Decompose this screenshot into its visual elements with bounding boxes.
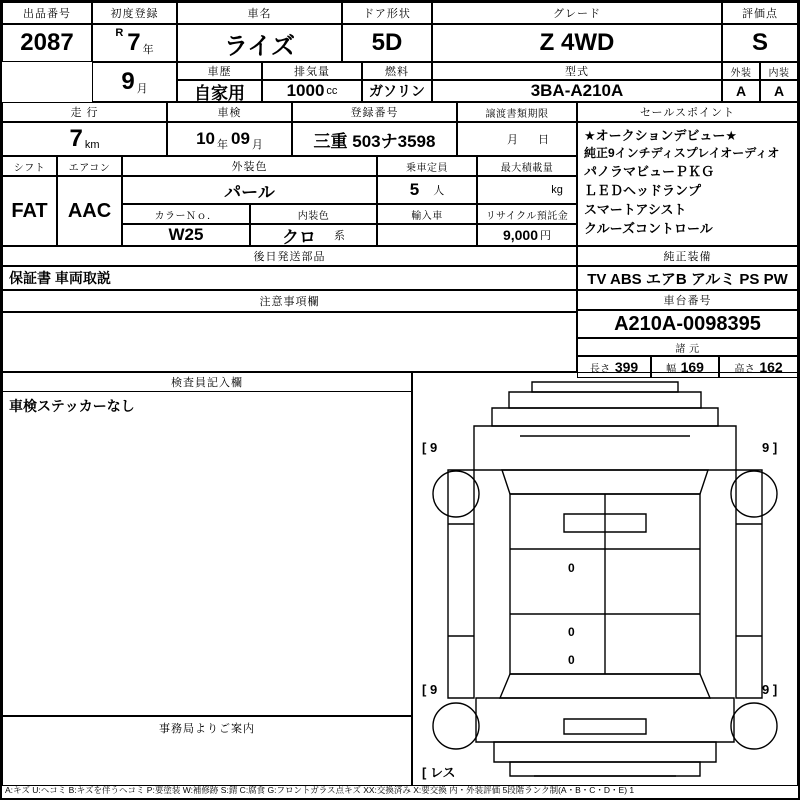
chassis-label: 車台番号 bbox=[577, 290, 798, 310]
inspection-value bbox=[167, 122, 292, 156]
car-name-label: 車名 bbox=[177, 2, 342, 24]
inspector-value: 車検ステッカーなし bbox=[3, 391, 411, 715]
fuel-label: 燃料 bbox=[362, 62, 432, 80]
history-label: 車歴 bbox=[177, 62, 262, 80]
mileage-label: 走 行 bbox=[2, 102, 167, 122]
sales-point-line: ＬＥＤヘッドランプ bbox=[584, 183, 702, 198]
car-name-value: ライズ bbox=[177, 24, 342, 62]
sales-point-line: 純正9インチディスプレイオーディオ bbox=[584, 146, 780, 160]
first-reg-year-unit: 年 bbox=[142, 44, 154, 56]
diagram-mark-rear-right: 9 ] bbox=[762, 682, 778, 697]
shift-label: シフト bbox=[2, 156, 57, 176]
interior-label: 内装 bbox=[760, 62, 798, 80]
recycle: 9,000 bbox=[502, 227, 539, 243]
caution-label: 注意事項欄 bbox=[2, 290, 577, 312]
parts-value: 保証書 車両取説 bbox=[2, 266, 577, 290]
door-value: 5D bbox=[342, 24, 432, 62]
max-load-unit: kg bbox=[551, 184, 563, 196]
sales-point-line: クルーズコントロール bbox=[584, 221, 713, 236]
first-reg-month-value bbox=[92, 62, 177, 102]
aircon-label: エアコン bbox=[57, 156, 122, 176]
parts-label: 後日発送部品 bbox=[2, 246, 577, 266]
import-value bbox=[377, 224, 477, 246]
exhibit-no-label: 出品番号 bbox=[2, 2, 92, 24]
diagram-mark-front-left: [ 9 bbox=[422, 440, 438, 455]
max-load-label: 最大積載量 bbox=[477, 156, 577, 176]
rating-value: S bbox=[722, 24, 798, 62]
max-load-value bbox=[477, 176, 577, 204]
sales-point-line: スマートアシスト bbox=[584, 202, 687, 217]
transfer-label: 譲渡書類期限 bbox=[457, 102, 577, 122]
height-label: 高さ bbox=[734, 363, 756, 375]
recycle-value bbox=[477, 224, 577, 246]
caution-value bbox=[2, 312, 577, 372]
reg-number-value: 三重 503ナ3598 bbox=[292, 122, 457, 156]
exhibit-no-value: 2087 bbox=[2, 24, 92, 62]
exterior-color-label: 外装色 bbox=[122, 156, 377, 176]
displacement-label: 排気量 bbox=[262, 62, 362, 80]
sales-point-line: パノラマビューＰＫＧ bbox=[584, 164, 715, 179]
office-box bbox=[2, 716, 412, 786]
exterior-color-value: パール bbox=[122, 176, 377, 204]
svg-text:0: 0 bbox=[568, 561, 575, 575]
svg-text:0: 0 bbox=[568, 625, 575, 639]
inspection-month-unit: 月 bbox=[251, 139, 263, 151]
inspection-label: 車検 bbox=[167, 102, 292, 122]
seats-label: 乗車定員 bbox=[377, 156, 477, 176]
door-label: ドア形状 bbox=[342, 2, 432, 24]
first-reg-era: R bbox=[115, 27, 124, 39]
interior-color-label: 内装色 bbox=[250, 204, 377, 224]
length-label: 長さ bbox=[589, 363, 611, 375]
inspector-label: 検査員記入欄 bbox=[171, 377, 243, 389]
recycle-label: リサイクル預託金 bbox=[477, 204, 577, 224]
reg-number-label: 登録番号 bbox=[292, 102, 457, 122]
width-label: 幅 bbox=[666, 363, 677, 375]
first-reg-label: 初度登録 bbox=[92, 2, 177, 24]
height-value: 162 bbox=[759, 359, 783, 375]
first-reg-year: 7 bbox=[127, 29, 141, 56]
displacement-value bbox=[262, 80, 362, 102]
inspection-month: 09 bbox=[231, 129, 250, 148]
transfer-month-unit: 月 bbox=[507, 134, 518, 146]
sales-point-label: セールスポイント bbox=[577, 102, 798, 122]
first-reg-month: 9 bbox=[121, 68, 135, 95]
history-value: 自家用 bbox=[177, 80, 262, 102]
interior-color-value bbox=[250, 224, 377, 246]
diagram-bottom-label: [ レス bbox=[422, 765, 456, 780]
equipment-value: TV ABS エアB アルミ PS PW bbox=[577, 266, 798, 290]
width-value: 169 bbox=[680, 359, 704, 375]
transfer-day-unit: 日 bbox=[538, 134, 549, 146]
grade-value: Z 4WD bbox=[432, 24, 722, 62]
color-no-label: カラーＮｏ． bbox=[122, 204, 250, 224]
mileage-unit: km bbox=[84, 139, 100, 151]
diagram-mark-rear-left: [ 9 bbox=[422, 682, 438, 697]
import-label: 輸入車 bbox=[377, 204, 477, 224]
seats-value bbox=[377, 176, 477, 204]
displacement-unit: cc bbox=[326, 85, 338, 97]
first-reg-value bbox=[92, 24, 177, 62]
sales-point-line: ★オークションデビュー★ bbox=[584, 128, 738, 143]
equipment-label: 純正装備 bbox=[577, 246, 798, 266]
transfer-value bbox=[457, 122, 577, 156]
length-value: 399 bbox=[614, 359, 639, 375]
svg-text:0: 0 bbox=[568, 653, 575, 667]
diagram-mark-front-right: 9 ] bbox=[762, 440, 778, 455]
fuel-value: ガソリン bbox=[362, 80, 432, 102]
recycle-unit: 円 bbox=[540, 230, 552, 242]
inspector-box bbox=[2, 372, 412, 716]
office-value bbox=[3, 739, 411, 785]
chassis-value: A210A-0098395 bbox=[577, 310, 798, 338]
mileage-value bbox=[2, 122, 167, 156]
aircon-value: AAC bbox=[57, 176, 122, 246]
exterior-label: 外装 bbox=[722, 62, 760, 80]
interior-color: クロ bbox=[282, 227, 316, 246]
interior-color-suffix: 系 bbox=[334, 230, 345, 242]
shift-value: FAT bbox=[2, 176, 57, 246]
seats-unit: 人 bbox=[433, 185, 445, 197]
legend-footer: A:キズ U:ヘコミ B:キズを伴うヘコミ P:要塗装 W:補修跡 S:錆 C:腐食 G:フロントガラス点キズ XX:交換済み X:要交換 内・外装評価 5段階ランク制(A・B・C・D・E) 1 bbox=[5, 785, 635, 795]
rating-label: 評価点 bbox=[722, 2, 798, 24]
vehicle-diagram bbox=[414, 374, 796, 784]
model-code-value: 3BA-A210A bbox=[432, 80, 722, 102]
mileage: 7 bbox=[69, 125, 83, 152]
color-no-value: W25 bbox=[122, 224, 250, 246]
inspection-year: 10 bbox=[196, 129, 215, 148]
interior-value: A bbox=[760, 80, 798, 102]
office-label: 事務局よりご案内 bbox=[159, 723, 255, 735]
sales-point-box bbox=[577, 122, 798, 246]
seats: 5 bbox=[409, 180, 420, 199]
first-reg-month-unit: 月 bbox=[136, 83, 148, 95]
grade-label: グレード bbox=[432, 2, 722, 24]
dimensions-label: 諸 元 bbox=[577, 338, 798, 356]
model-code-label: 型式 bbox=[432, 62, 722, 80]
inspection-year-unit: 年 bbox=[217, 139, 228, 151]
displacement: 1000 bbox=[286, 81, 325, 100]
exterior-value: A bbox=[722, 80, 760, 102]
